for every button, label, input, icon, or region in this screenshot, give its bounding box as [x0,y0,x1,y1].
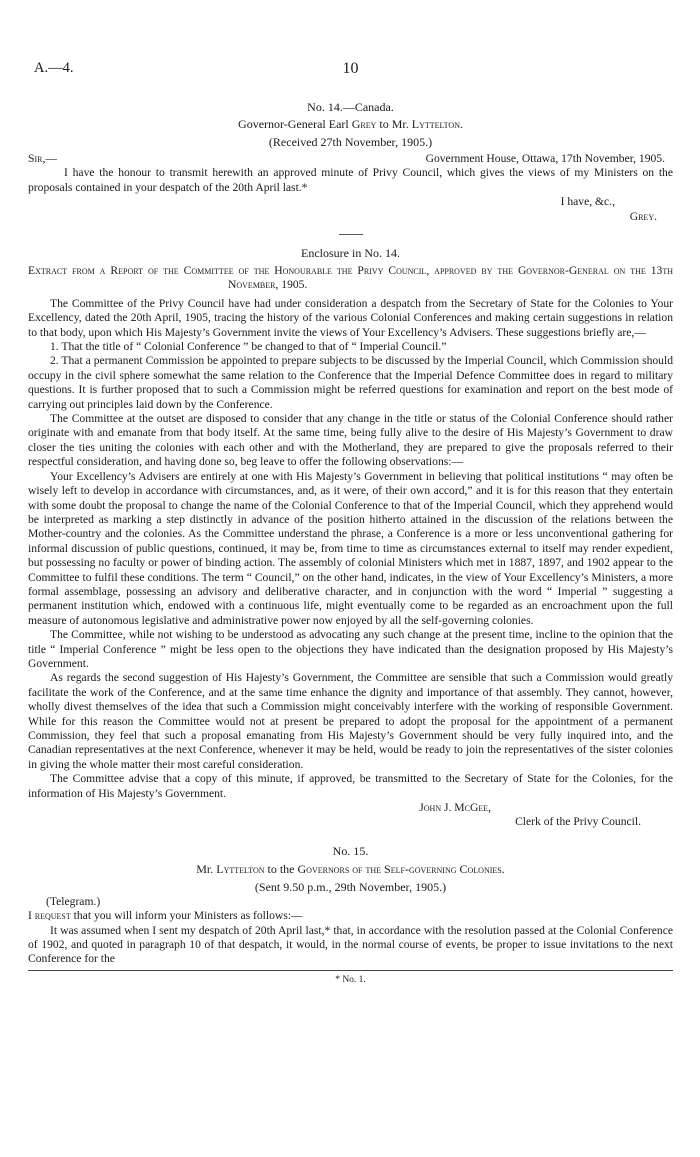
despatch-15-sent: (Sent 9.50 p.m., 29th November, 1905.) [254,879,447,894]
signatory-title: Clerk of the Privy Council. [515,815,641,829]
despatch-14 [28,100,673,224]
despatch-15-number: No. 15. [332,843,369,858]
enclosure-14 [28,246,673,830]
signatory-name: John J. McGee, [419,801,491,815]
despatch-14-number: No. 14.—Canada. [307,100,394,114]
enclosure-paragraph-7: As regards the second suggestion of His Hajesty’s Government, the Committee are sensible that such a Commission would greatly facilitate the work of the Conference, and at the same time enhance the dignity and importance of that assembly. They cannot, however, wholly divest themselves of the idea that such a Commission might conceivably interfere with the working of responsible Government. While for this reason the Committee would not at present be prepared to adopt the proposal for the appointment of a permanent Commission, they feel that such a proposal emanating from His Majesty’s Government should be very fully inquired into, and the Canadian representatives at the next Conference, whenever it may be held, would be ready to join the representatives of the sister colonies in giving the whole matter their most careful consideration. [28,671,673,771]
page-header [28,60,673,82]
despatch-14-body: I have the honour to transmit herewith an approved minute of Privy Council, which gives the views of my Ministers on the proposals contained in your despatch of the 20th April last.* [28,166,673,194]
despatch-14-received: (Received 27th November, 1905.) [268,135,433,149]
footnote: * No. 1. [335,974,366,985]
despatch-14-closing: I have, &c., [560,195,615,209]
despatch-15 [28,844,673,967]
footnote-rule [28,970,673,971]
salutation: Sir,— [28,152,57,165]
document-page [28,60,673,986]
enclosure-paragraph-2: 1. That the title of “ Colonial Conference ” be changed to that of “ Imperial Council.” [50,340,447,354]
extract-title: Extract from a Report of the Committee of the Honourable the Privy Council, approved by the Governor-General on the 13th November, 1905. [28,264,673,292]
enclosure-paragraph-5: Your Excellency’s Advisers are entirely at one with His Majesty’s Government in believing that political institutions “ may often be wisely left to develop in accordance with circumstances, and, as it were, of their own accord,” and it is for this reason that they entertain with some doubt the proposal to change the name of the Colonial Conference to that of the Imperial Council, which they apprehend would be interpreted as marking a step distinctly in advance of the position hitherto attained in the discussion of the relations between the Mother-country and the colonies. As the Committee understand the phrase, a Conference is a more or less unconventional gathering for informal discussion of public questions, continued, it may be, from time to time as circumstances external to itself may render expedient, but possessing no faculty or power of binding action. The assembly of colonial Ministers which met in 1887, 1897, and 1902 appear to the Committee to fulfil these conditions. The term “ Council,” on the other hand, indicates, in the view of Your Excellency’s Ministers, a more formal assemblage, possessing an advisory and deliberative character, and in conjunction with the word “ Imperial ” suggesting a permanent institution which, endowed with a continuous life, might eventually come to be regarded as an encroachment upon the full measure of autonomous legislative and administrative power now enjoyed by all the self-governing colonies. [28,469,673,627]
document-reference: A.—4. [34,60,74,76]
despatch-14-signature: Grey. [629,209,657,223]
enclosure-paragraph-6: The Committee, while not wishing to be understood as advocating any such change at the present time, incline to the opinion that the title “ Imperial Conference ” might be less open to the objections they have indicated than the designation proposed by His Majesty’s Government. [28,628,673,670]
enclosure-paragraph-8: The Committee advise that a copy of this minute, if approved, be transmitted to the Secretary of State for the Colonies, for the information of His Majesty’s Government. [28,772,673,800]
despatch-15-title: Mr. Lyttelton to the Governors of the Self-governing Colonies. [196,861,505,876]
enclosure-heading: Enclosure in No. 14. [301,246,400,261]
section-divider [339,234,363,235]
enclosure-paragraph-3: 2. That a permanent Commission be appointed to prepare subjects to be discussed by the Imperial Council, which Commission should occupy in the civil sphere somewhat the same relation to the Conference that the Imperial Defence Committee does in regard to military questions. It is further proposed that to such a Commission might be referred questions for examination and report on the best mode of carrying out principles laid down by the Conference. [28,354,673,411]
enclosure-paragraph-1: The Committee of the Privy Council have had under consideration a despatch from the Secretary of State for the Colonies to Your Excellency, dated the 20th April, 1905, tracing the history of the various Colonial Conferences and making certain suggestions in relation to that body, upon which His Majesty’s Government invite the views of Your Excellency’s Advisers. These suggestions briefly are,— [28,296,673,339]
despatch-14-title: Governor-General Earl Grey to Mr. Lyttelton. [238,117,463,131]
telegram-body: It was assumed when I sent my despatch of 20th April last,* that, in accordance with the resolution passed at the Colonial Conference of 1902, and quoted in paragraph 10 of that despatch, it would, in the normal course of events, be proper to issue invitations to the next Conference for the [28,923,673,966]
telegram-request: I request that you will inform your Ministers as follows:— [28,909,303,923]
telegram-label: (Telegram.) [46,894,101,908]
despatch-14-salutation-row [28,152,673,166]
place-date: Government House, Ottawa, 17th November, 1905. [425,152,665,165]
page-number: 10 [342,60,359,77]
enclosure-paragraph-4: The Committee at the outset are disposed to consider that any change in the title or status of the Colonial Conference should rather originate with and emanate from that body itself. At the same time, being fully alive to the desire of His Majesty’s Government to draw closer the ties uniting the colonies with each other and with the Motherland, they are prepared to give the proposals referred to their respectful consideration, and having done so, beg leave to offer the following observations:— [28,412,673,469]
